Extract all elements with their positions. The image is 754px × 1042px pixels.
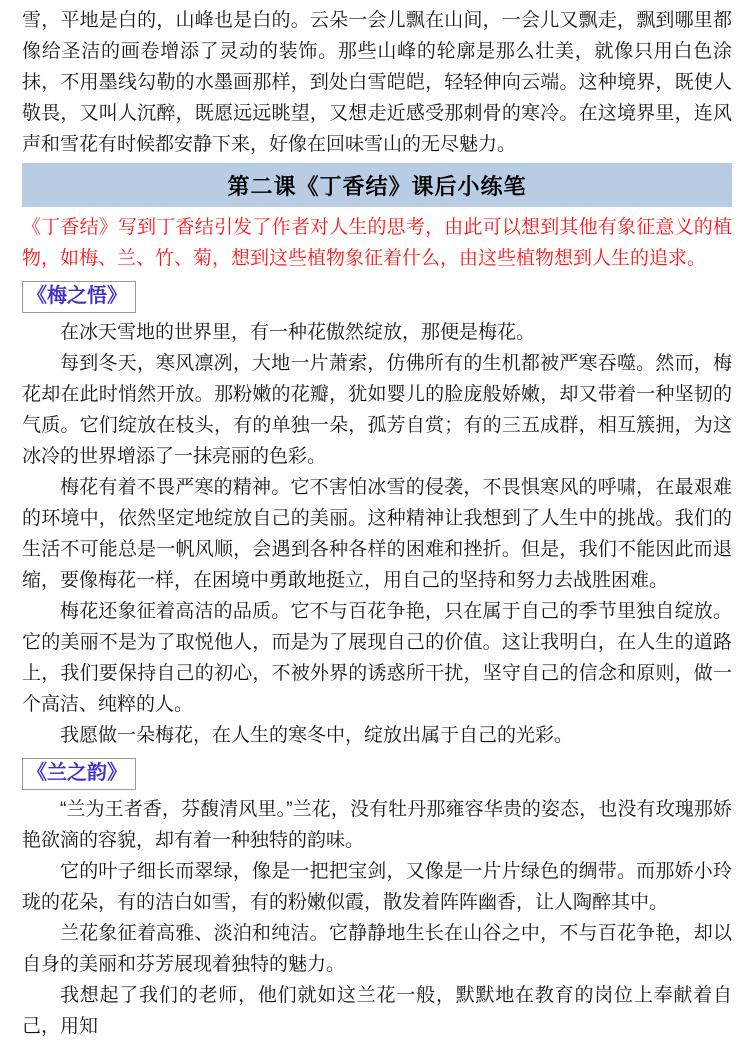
prompt-note: 《丁香结》写到丁香结引发了作者对人生的思考，由此可以想到其他有象征意义的植物，如梅、兰、竹、菊，想到这些植物象征着什么，由这些植物想到人生的追求。 bbox=[22, 217, 732, 269]
essay-lan-paragraph-3: 兰花象征着高雅、淡泊和纯洁。它静静地生长在山谷之中，不与百花争艳，却以自身的美丽和芬芳展现着独特的魅力。 bbox=[22, 923, 732, 975]
essay-lan-paragraph-4: 我想起了我们的老师，他们就如这兰花一般，默默地在教育的岗位上奉献着自己，用知 bbox=[22, 985, 732, 1037]
lesson-banner-title: 第二课《丁香结》课后小练笔 bbox=[227, 173, 527, 199]
essay-mei-paragraph-1: 在冰天雪地的世界里，有一种花傲然绽放，那便是梅花。 bbox=[60, 322, 536, 343]
essay-mei-paragraph-3: 梅花有着不畏严寒的精神。它不害怕冰雪的侵袭，不畏惧寒风的呼啸，在最艰难的环境中，依然坚定地绽放自己的美丽。这种精神让我想到了人生中的挑战。我们的生活不可能总是一帆风顺，会遇到各种各样的困难和挫折。但是，我们不能因此而退缩，要像梅花一样，在困境中勇敢地挺立，用自己的坚持和努力去战胜困难。 bbox=[22, 477, 732, 591]
essay-mei-paragraph-5: 我愿做一朵梅花，在人生的寒冬中，绽放出属于自己的光彩。 bbox=[60, 725, 574, 746]
essay-lan-paragraph-1: “兰为王者香，芬馥清风里。”兰花，没有牡丹那雍容华贵的姿态，也没有玫瑰那娇艳欲滴的容貌，却有着一种独特的韵味。 bbox=[22, 799, 732, 851]
essay-lan-paragraph-2: 它的叶子细长而翠绿，像是一把把宝剑，又像是一片片绿色的绸带。而那娇小玲珑的花朵，有的洁白如雪，有的粉嫩似霞，散发着阵阵幽香，让人陶醉其中。 bbox=[22, 861, 732, 913]
lesson-banner bbox=[22, 163, 732, 207]
essay-title-mei-zhi-wu: 《梅之悟》 bbox=[22, 281, 136, 313]
essay-mei-paragraph-2: 每到冬天，寒风凛冽，大地一片萧索，仿佛所有的生机都被严寒吞噬。然而，梅花却在此时悄然开放。那粉嫩的花瓣，犹如婴儿的脸庞般娇嫩，却又带着一种坚韧的气质。它们绽放在枝头，有的单独一朵，孤芳自赏；有的三五成群，相互簇拥，为这冰冷的世界增添了一抹亮丽的色彩。 bbox=[22, 353, 732, 467]
intro-paragraph: 雪，平地是白的，山峰也是白的。云朵一会儿飘在山间，一会儿又飘走，飘到哪里都像给圣洁的画卷增添了灵动的装饰。那些山峰的轮廓是那么壮美，就像只用白色涂抹，不用墨线勾勒的水墨画那样，到处白雪皑皑，轻轻伸向云端。这种境界，既使人敬畏，又叫人沉醉，既愿远远眺望，又想走近感受那刺骨的寒冷。在这境界里，连风声和雪花有时候都安静下来，好像在回味雪山的无尽魅力。 bbox=[22, 10, 732, 155]
essay-title-lan-zhi-yun: 《兰之韵》 bbox=[22, 758, 136, 790]
essay-mei-paragraph-4: 梅花还象征着高洁的品质。它不与百花争艳，只在属于自己的季节里独自绽放。它的美丽不是为了取悦他人，而是为了展现自己的价值。这让我明白，在人生的道路上，我们要保持自己的初心，不被外界的诱惑所干扰，坚守自己的信念和原则，做一个高洁、纯粹的人。 bbox=[22, 601, 732, 715]
